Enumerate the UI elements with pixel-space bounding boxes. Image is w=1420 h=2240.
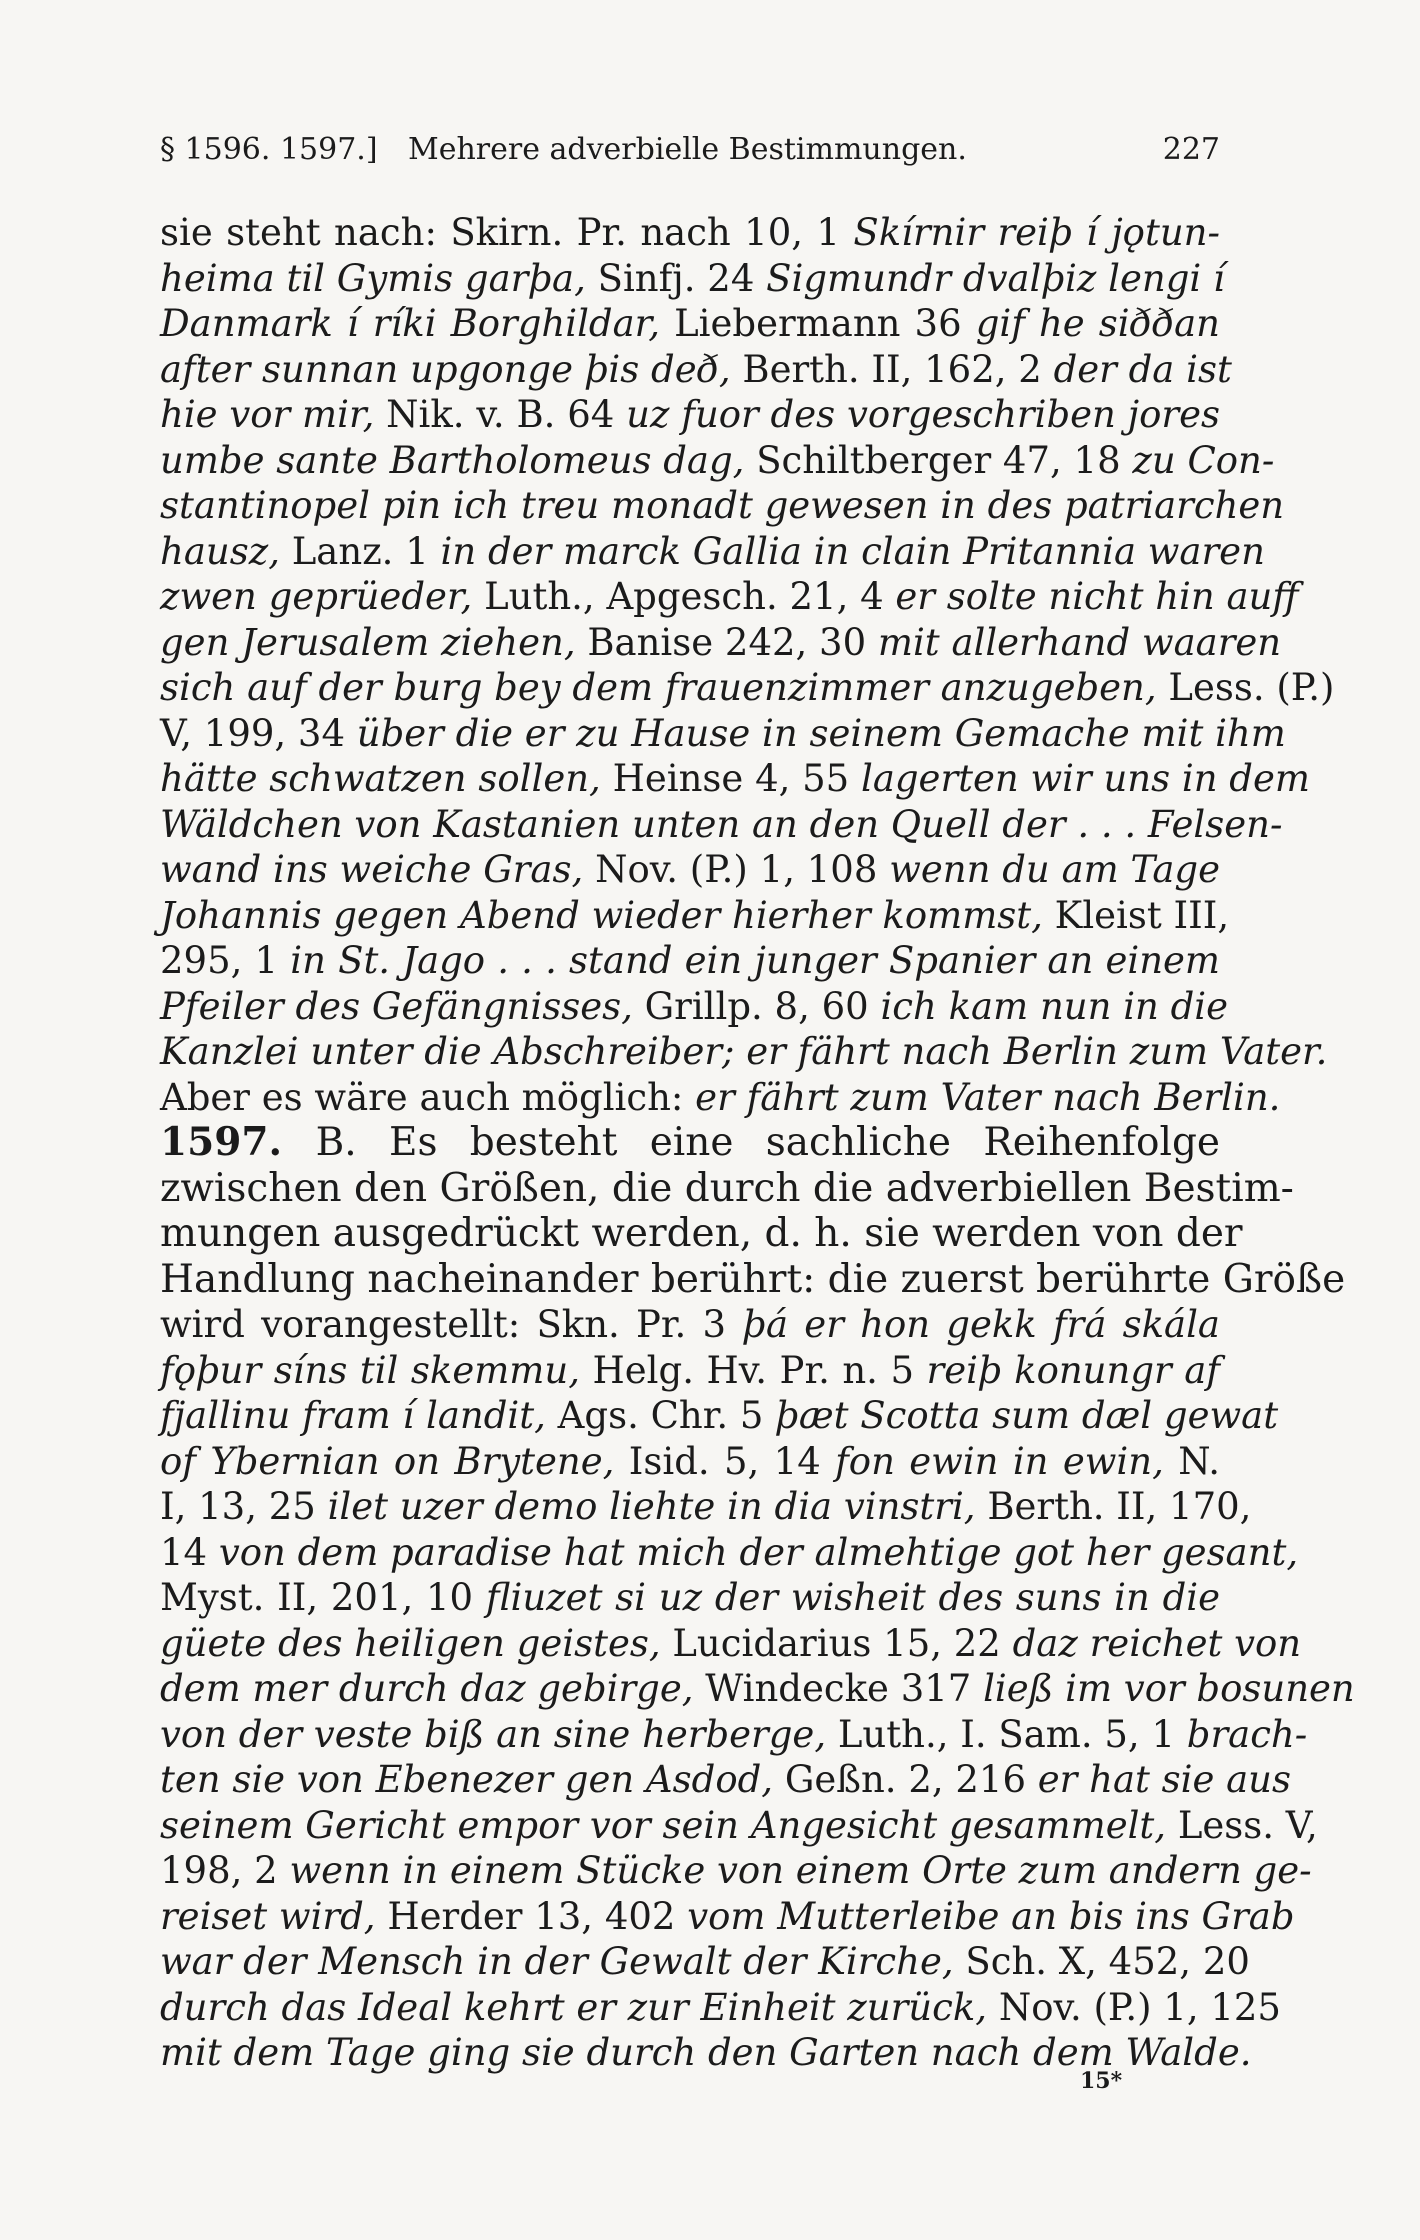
quoted-example: ließ im vor bosunen bbox=[983, 1667, 1355, 1710]
text-line bbox=[160, 256, 1225, 302]
quoted-example: ilet uzer demo liehte in dia vinstri, bbox=[327, 1485, 988, 1528]
source-citation: 198, 2 bbox=[160, 1849, 290, 1892]
text-line bbox=[160, 1484, 1252, 1530]
quoted-example: þá er hon gekk frá skála bbox=[742, 1303, 1220, 1346]
source-citation: Less. V, bbox=[1177, 1803, 1318, 1847]
source-citation: Less. (P.) bbox=[1168, 666, 1335, 709]
quoted-example: von dem paradise hat mich der almehtige got her gesant, bbox=[218, 1530, 1299, 1574]
source-citation: Schiltberger 47, 18 bbox=[756, 438, 1133, 482]
text-line bbox=[160, 756, 1310, 802]
quoted-example: Johannis gegen Abend wieder hierher kommst, bbox=[160, 893, 1055, 937]
quoted-example: er fährt zum Vater nach Berlin. bbox=[695, 1075, 1281, 1119]
text-line bbox=[160, 438, 1275, 484]
quoted-example: reiset wird, bbox=[160, 1894, 388, 1938]
quoted-example: er hat sie aus bbox=[1037, 1758, 1291, 1801]
source-citation: Berth. II, 162, 2 bbox=[742, 347, 1054, 391]
quoted-example: hie vor mir, bbox=[160, 393, 387, 436]
quoted-example: mit dem Tage ging sie durch den Garten nach dem Walde. bbox=[160, 2031, 1252, 2074]
quoted-example: über die er zu Hause in seinem Gemache mit ihm bbox=[356, 711, 1286, 755]
source-citation: Geßn. 2, 216 bbox=[784, 1758, 1038, 1801]
quoted-example: seinem Gericht empor vor sein Angesicht gesammelt, bbox=[160, 1803, 1178, 1847]
section-reference: § 1596. 1597.] bbox=[160, 132, 378, 167]
source-citation: Luth., Apgesch. 21, 4 bbox=[484, 575, 896, 618]
quoted-example: fǫþur síns til skemmu, bbox=[160, 1348, 593, 1392]
text-line bbox=[160, 665, 1335, 711]
source-citation: Nov. (P.) 1, 125 bbox=[998, 1985, 1281, 2029]
page-number: 227 bbox=[1162, 132, 1220, 167]
quoted-example: Sigmundr dvalþiz lengi í bbox=[766, 256, 1225, 300]
text-line bbox=[160, 1439, 1220, 1485]
quoted-example: güete des heiligen geistes, bbox=[160, 1621, 673, 1665]
quoted-example: þæt Scotta sum dæl gewat bbox=[775, 1394, 1279, 1437]
source-citation: Nov. (P.) 1, 108 bbox=[595, 848, 890, 891]
quoted-example: dem mer durch daz gebirge, bbox=[160, 1667, 706, 1710]
source-citation: Sch. X, 452, 20 bbox=[965, 1940, 1250, 1983]
quoted-example: fjallinu fram í landit, bbox=[160, 1394, 558, 1437]
quoted-example: war der Mensch in der Gewalt der Kirche, bbox=[160, 1940, 966, 1983]
text-line bbox=[160, 1894, 1295, 1940]
source-citation: 14 bbox=[160, 1530, 219, 1574]
source-citation: Banise 242, 30 bbox=[587, 620, 878, 664]
text-line bbox=[160, 301, 1220, 347]
source-citation: Isid. 5, 14 bbox=[628, 1439, 836, 1483]
text-line bbox=[160, 1530, 1299, 1576]
quoted-example: after sunnan upgonge þis deð, bbox=[160, 347, 743, 391]
quoted-example: reiþ konungr af bbox=[926, 1348, 1220, 1392]
source-citation: Heinse 4, 55 bbox=[612, 757, 861, 800]
text-line bbox=[160, 392, 1220, 438]
quoted-example: ten sie von Ebenezer gen Asdod, bbox=[160, 1758, 785, 1801]
source-citation: Ags. Chr. 5 bbox=[557, 1394, 776, 1437]
text-line bbox=[160, 1256, 1346, 1303]
text-line bbox=[160, 2030, 1252, 2076]
quoted-example: fon ewin in ewin, bbox=[835, 1439, 1179, 1483]
quoted-example: hausz, bbox=[160, 529, 292, 573]
quoted-example: Skírnir reiþ í jǫtun- bbox=[853, 211, 1220, 254]
quoted-example: er solte nicht hin auff bbox=[895, 575, 1299, 618]
text-line bbox=[160, 1302, 1220, 1348]
source-citation: mungen ausgedrückt werden, d. h. sie werden von der bbox=[160, 1211, 1243, 1256]
quoted-example: lagerten wir uns in dem bbox=[860, 757, 1310, 800]
source-citation: Handlung nacheinander berührt: die zuerst berührte Größe bbox=[160, 1256, 1346, 1302]
quoted-example: durch das Ideal kehrt er zur Einheit zurück, bbox=[160, 1985, 999, 2029]
quoted-example: fliuzet si uz der wisheit des suns in die bbox=[485, 1576, 1220, 1619]
text-line bbox=[160, 210, 1220, 256]
quoted-example: uz fuor des vorgeschriben jores bbox=[626, 393, 1220, 436]
source-citation: Kleist III, bbox=[1054, 893, 1230, 937]
text-line bbox=[160, 529, 1265, 575]
text-line bbox=[160, 1848, 1312, 1894]
source-citation: Windecke 317 bbox=[705, 1667, 984, 1710]
text-line bbox=[160, 1075, 1281, 1121]
quoted-example: von der veste biß an sine herberge, bbox=[160, 1712, 838, 1756]
source-citation: wird vorangestellt: Skn. Pr. 3 bbox=[160, 1303, 743, 1346]
source-citation: Herder 13, 402 bbox=[387, 1894, 688, 1938]
source-citation: Liebermann 36 bbox=[674, 302, 976, 345]
quoted-example: stantinopel pin ich treu monadt gewesen in des patriarchen bbox=[160, 484, 1285, 527]
quoted-example: in St. Jago . . . stand ein junger Spanier an einem bbox=[290, 939, 1221, 982]
source-citation: Grillp. 8, 60 bbox=[644, 984, 881, 1028]
source-citation: zwischen den Größen, die durch die adverbiellen Bestim- bbox=[160, 1165, 1294, 1211]
quoted-example: wenn du am Tage bbox=[889, 848, 1220, 891]
text-line bbox=[160, 1029, 1328, 1075]
body-text bbox=[160, 210, 1355, 2076]
text-line bbox=[160, 1348, 1220, 1394]
text-line bbox=[160, 1757, 1291, 1803]
printer-signature: 15* bbox=[1080, 2068, 1123, 2094]
quoted-example: der da ist bbox=[1053, 347, 1232, 391]
text-line bbox=[160, 711, 1286, 757]
source-citation: Sinfj. 24 bbox=[597, 256, 767, 300]
source-citation: Lucidarius 15, 22 bbox=[672, 1621, 1013, 1665]
quoted-example: zwen geprüeder, bbox=[160, 575, 485, 618]
running-title: Mehrere adverbielle Bestimmungen. bbox=[408, 132, 967, 167]
text-line bbox=[160, 1211, 1243, 1257]
text-line bbox=[160, 893, 1230, 939]
text-line bbox=[160, 938, 1220, 984]
text-line bbox=[160, 1120, 1220, 1166]
text-line bbox=[160, 620, 1282, 666]
quoted-example: brach- bbox=[1186, 1712, 1308, 1756]
quoted-example: wand ins weiche Gras, bbox=[160, 848, 596, 891]
quoted-example: zu Con- bbox=[1132, 438, 1275, 482]
text-line bbox=[160, 1575, 1220, 1621]
source-citation: V, 199, 34 bbox=[160, 711, 357, 755]
source-citation: B. Es besteht eine sachliche Reihenfolge bbox=[315, 1120, 1220, 1165]
quoted-example: mit allerhand waaren bbox=[877, 620, 1282, 664]
paragraph-number: 1597. bbox=[160, 1119, 316, 1165]
source-citation: Myst. II, 201, 10 bbox=[160, 1576, 486, 1619]
quoted-example: ich kam nun in die bbox=[880, 984, 1229, 1028]
source-citation: 295, 1 bbox=[160, 939, 291, 982]
text-line bbox=[160, 1803, 1318, 1849]
quoted-example: umbe sante Bartholomeus dag, bbox=[160, 438, 757, 482]
quoted-example: Danmark í ríki Borghildar, bbox=[160, 302, 675, 345]
source-citation: Luth., I. Sam. 5, 1 bbox=[837, 1712, 1187, 1756]
quoted-example: vom Mutterleibe an bis ins Grab bbox=[687, 1894, 1295, 1938]
quoted-example: heima til Gymis garþa, bbox=[160, 256, 598, 300]
quoted-example: hätte schwatzen sollen, bbox=[160, 757, 613, 800]
quoted-example: gen Jerusalem ziehen, bbox=[160, 620, 588, 664]
text-line bbox=[160, 1712, 1308, 1758]
text-line bbox=[160, 1621, 1302, 1667]
text-line bbox=[160, 1666, 1355, 1712]
text-line bbox=[160, 984, 1229, 1030]
text-line bbox=[160, 1393, 1279, 1439]
text-line bbox=[160, 483, 1285, 529]
text-line bbox=[160, 1985, 1281, 2031]
quoted-example: daz reichet von bbox=[1012, 1621, 1302, 1665]
source-citation: N. bbox=[1178, 1439, 1220, 1483]
text-line bbox=[160, 802, 1283, 848]
quoted-example: Wäldchen von Kastanien unten an den Quell der . . . Felsen- bbox=[160, 802, 1283, 846]
text-line bbox=[160, 1165, 1294, 1212]
text-line bbox=[160, 574, 1299, 620]
quoted-example: wenn in einem Stücke von einem Orte zum andern ge- bbox=[289, 1849, 1312, 1892]
source-citation: I, 13, 25 bbox=[160, 1485, 328, 1528]
quoted-example: Pfeiler des Gefängnisses, bbox=[160, 984, 645, 1028]
source-citation: Aber es wäre auch möglich: bbox=[160, 1075, 696, 1119]
quoted-example: of Ybernian on Brytene, bbox=[160, 1439, 629, 1483]
text-line bbox=[160, 847, 1220, 893]
source-citation: Helg. Hv. Pr. n. 5 bbox=[592, 1348, 927, 1392]
source-citation: Berth. II, 170, bbox=[987, 1485, 1252, 1528]
quoted-example: Kanzlei unter die Abschreiber; er fährt nach Berlin zum Vater. bbox=[160, 1030, 1328, 1073]
text-line bbox=[160, 347, 1232, 393]
text-line bbox=[160, 1939, 1250, 1985]
quoted-example: in der marck Gallia in clain Pritannia waren bbox=[440, 529, 1265, 573]
quoted-example: gif he siððan bbox=[975, 302, 1221, 345]
source-citation: Lanz. 1 bbox=[291, 529, 441, 573]
source-citation: sie steht nach: Skirn. Pr. nach 10, 1 bbox=[160, 211, 854, 254]
source-citation: Nik. v. B. 64 bbox=[386, 393, 627, 436]
quoted-example: sich auf der burg bey dem frauenzimmer anzugeben, bbox=[160, 666, 1169, 709]
